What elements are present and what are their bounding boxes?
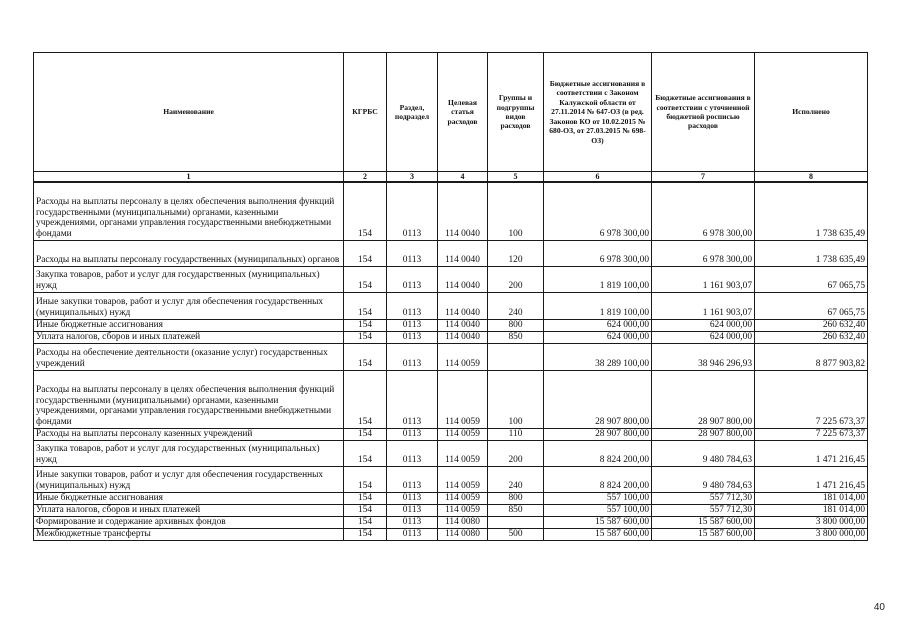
row-kgrbs: 154 bbox=[344, 266, 387, 292]
column-number: 8 bbox=[755, 172, 868, 183]
row-expense-group: 200 bbox=[488, 266, 544, 292]
row-section: 0113 bbox=[387, 343, 438, 370]
row-name: Иные закупки товаров, работ и услуг для обеспечения государственных (муниципальных) нужд bbox=[34, 292, 344, 319]
row-name: Иные бюджетные ассигнования bbox=[34, 319, 344, 331]
row-section: 0113 bbox=[387, 466, 438, 492]
row-kgrbs: 154 bbox=[344, 516, 387, 528]
table-row bbox=[34, 370, 868, 428]
row-target-article: 114 0040 bbox=[438, 292, 488, 319]
table-row bbox=[34, 492, 868, 504]
table-row bbox=[34, 440, 868, 466]
row-expense-group: 100 bbox=[488, 182, 544, 240]
row-assign-plan: 557 712,30 bbox=[652, 492, 755, 504]
row-name: Расходы на выплаты персоналу казенных учреждений bbox=[34, 428, 344, 440]
row-target-article: 114 0040 bbox=[438, 331, 488, 343]
row-kgrbs: 154 bbox=[344, 240, 387, 266]
row-section: 0113 bbox=[387, 240, 438, 266]
row-target-article: 114 0040 bbox=[438, 182, 488, 240]
row-assign-law: 624 000,00 bbox=[544, 331, 652, 343]
row-assign-plan: 624 000,00 bbox=[652, 319, 755, 331]
row-name: Расходы на обеспечение деятельности (оказание услуг) государственных учреждений bbox=[34, 343, 344, 370]
row-expense-group: 120 bbox=[488, 240, 544, 266]
row-executed: 67 065,75 bbox=[755, 292, 868, 319]
row-name: Межбюджетные трансферты bbox=[34, 528, 344, 540]
header-assign-plan: Бюджетные ассигнования в соответствии с уточненной бюджетной росписью расходов bbox=[652, 53, 755, 172]
row-target-article: 114 0059 bbox=[438, 466, 488, 492]
row-kgrbs: 154 bbox=[344, 492, 387, 504]
row-name: Закупка товаров, работ и услуг для государственных (муниципальных) нужд bbox=[34, 266, 344, 292]
row-section: 0113 bbox=[387, 182, 438, 240]
table-row bbox=[34, 343, 868, 370]
row-target-article: 114 0059 bbox=[438, 428, 488, 440]
column-number: 5 bbox=[488, 172, 544, 183]
row-executed: 3 800 000,00 bbox=[755, 528, 868, 540]
row-kgrbs: 154 bbox=[344, 440, 387, 466]
column-number: 4 bbox=[438, 172, 488, 183]
row-kgrbs: 154 bbox=[344, 466, 387, 492]
row-expense-group: 800 bbox=[488, 492, 544, 504]
row-assign-law: 1 819 100,00 bbox=[544, 292, 652, 319]
row-assign-plan: 15 587 600,00 bbox=[652, 528, 755, 540]
row-assign-plan: 15 587 600,00 bbox=[652, 516, 755, 528]
row-assign-plan: 9 480 784,63 bbox=[652, 466, 755, 492]
row-executed: 181 014,00 bbox=[755, 504, 868, 516]
row-expense-group: 200 bbox=[488, 440, 544, 466]
row-expense-group: 240 bbox=[488, 466, 544, 492]
row-section: 0113 bbox=[387, 528, 438, 540]
row-section: 0113 bbox=[387, 370, 438, 428]
row-executed: 7 225 673,37 bbox=[755, 370, 868, 428]
row-kgrbs: 154 bbox=[344, 343, 387, 370]
table-row bbox=[34, 292, 868, 319]
row-kgrbs: 154 bbox=[344, 528, 387, 540]
row-section: 0113 bbox=[387, 516, 438, 528]
row-assign-plan: 28 907 800,00 bbox=[652, 370, 755, 428]
row-kgrbs: 154 bbox=[344, 428, 387, 440]
header-row bbox=[34, 53, 868, 172]
row-expense-group: 850 bbox=[488, 504, 544, 516]
row-target-article: 114 0059 bbox=[438, 370, 488, 428]
row-executed: 1 738 635,49 bbox=[755, 182, 868, 240]
row-executed: 1 471 216,45 bbox=[755, 440, 868, 466]
table-row bbox=[34, 528, 868, 540]
row-name: Формирование и содержание архивных фондов bbox=[34, 516, 344, 528]
table-row bbox=[34, 319, 868, 331]
row-kgrbs: 154 bbox=[344, 504, 387, 516]
row-executed: 1 738 635,49 bbox=[755, 240, 868, 266]
row-assign-law: 15 587 600,00 bbox=[544, 528, 652, 540]
row-assign-law: 8 824 200,00 bbox=[544, 440, 652, 466]
row-name: Расходы на выплаты персоналу в целях обеспечения выполнения функций государственными (муниципальными) органами, казенными учреждениями, органами управления государственными внебюджетными фондами bbox=[34, 370, 344, 428]
row-executed: 181 014,00 bbox=[755, 492, 868, 504]
row-assign-law: 624 000,00 bbox=[544, 319, 652, 331]
row-executed: 1 471 216,45 bbox=[755, 466, 868, 492]
header-expense-group: Группы и подгруппы видов расходов bbox=[488, 53, 544, 172]
page-number: 40 bbox=[873, 602, 885, 613]
row-kgrbs: 154 bbox=[344, 319, 387, 331]
row-name: Иные бюджетные ассигнования bbox=[34, 492, 344, 504]
row-section: 0113 bbox=[387, 266, 438, 292]
row-kgrbs: 154 bbox=[344, 370, 387, 428]
row-assign-law: 28 907 800,00 bbox=[544, 428, 652, 440]
row-expense-group: 110 bbox=[488, 428, 544, 440]
row-section: 0113 bbox=[387, 319, 438, 331]
table-row bbox=[34, 516, 868, 528]
row-kgrbs: 154 bbox=[344, 182, 387, 240]
row-target-article: 114 0059 bbox=[438, 492, 488, 504]
row-name: Закупка товаров, работ и услуг для государственных (муниципальных) нужд bbox=[34, 440, 344, 466]
row-assign-law: 6 978 300,00 bbox=[544, 240, 652, 266]
row-kgrbs: 154 bbox=[344, 331, 387, 343]
row-section: 0113 bbox=[387, 331, 438, 343]
row-assign-plan: 624 000,00 bbox=[652, 331, 755, 343]
row-kgrbs: 154 bbox=[344, 292, 387, 319]
row-expense-group: 850 bbox=[488, 331, 544, 343]
row-executed: 3 800 000,00 bbox=[755, 516, 868, 528]
row-assign-plan: 28 907 800,00 bbox=[652, 428, 755, 440]
row-assign-law: 6 978 300,00 bbox=[544, 182, 652, 240]
row-assign-law: 8 824 200,00 bbox=[544, 466, 652, 492]
row-expense-group: 500 bbox=[488, 528, 544, 540]
header-executed: Исполнено bbox=[755, 53, 868, 172]
row-assign-plan: 1 161 903,07 bbox=[652, 292, 755, 319]
column-number: 2 bbox=[344, 172, 387, 183]
row-expense-group: 100 bbox=[488, 370, 544, 428]
row-assign-plan: 6 978 300,00 bbox=[652, 182, 755, 240]
column-number-row bbox=[34, 172, 868, 183]
table-row bbox=[34, 240, 868, 266]
row-section: 0113 bbox=[387, 440, 438, 466]
row-executed: 8 877 903,82 bbox=[755, 343, 868, 370]
column-number: 1 bbox=[34, 172, 344, 183]
row-assign-law: 15 587 600,00 bbox=[544, 516, 652, 528]
column-number: 7 bbox=[652, 172, 755, 183]
row-assign-plan: 38 946 296,93 bbox=[652, 343, 755, 370]
row-assign-law: 557 100,00 bbox=[544, 504, 652, 516]
row-expense-group bbox=[488, 516, 544, 528]
row-expense-group bbox=[488, 343, 544, 370]
row-expense-group: 800 bbox=[488, 319, 544, 331]
table-body bbox=[34, 182, 868, 540]
row-executed: 260 632,40 bbox=[755, 319, 868, 331]
column-number: 6 bbox=[544, 172, 652, 183]
table-row bbox=[34, 182, 868, 240]
budget-table bbox=[33, 52, 868, 541]
row-section: 0113 bbox=[387, 292, 438, 319]
row-name: Расходы на выплаты персоналу в целях обеспечения выполнения функций государственными (муниципальными) органами, казенными учреждениями, органами управления государственными внебюджетными фондами bbox=[34, 182, 344, 240]
table-row bbox=[34, 266, 868, 292]
row-assign-plan: 557 712,30 bbox=[652, 504, 755, 516]
table-row bbox=[34, 504, 868, 516]
header-kgrbs: КГРБС bbox=[344, 53, 387, 172]
row-executed: 260 632,40 bbox=[755, 331, 868, 343]
row-target-article: 114 0059 bbox=[438, 343, 488, 370]
row-assign-plan: 1 161 903,07 bbox=[652, 266, 755, 292]
column-number: 3 bbox=[387, 172, 438, 183]
row-name: Расходы на выплаты персоналу государственных (муниципальных) органов bbox=[34, 240, 344, 266]
row-target-article: 114 0040 bbox=[438, 266, 488, 292]
row-assign-plan: 6 978 300,00 bbox=[652, 240, 755, 266]
row-expense-group: 240 bbox=[488, 292, 544, 319]
row-name: Иные закупки товаров, работ и услуг для обеспечения государственных (муниципальных) нужд bbox=[34, 466, 344, 492]
row-assign-plan: 9 480 784,63 bbox=[652, 440, 755, 466]
row-name: Уплата налогов, сборов и иных платежей bbox=[34, 504, 344, 516]
row-target-article: 114 0080 bbox=[438, 516, 488, 528]
row-assign-law: 1 819 100,00 bbox=[544, 266, 652, 292]
row-section: 0113 bbox=[387, 428, 438, 440]
header-target-article: Целевая статья расходов bbox=[438, 53, 488, 172]
row-executed: 67 065,75 bbox=[755, 266, 868, 292]
table-row bbox=[34, 331, 868, 343]
row-target-article: 114 0080 bbox=[438, 528, 488, 540]
row-executed: 7 225 673,37 bbox=[755, 428, 868, 440]
row-name: Уплата налогов, сборов и иных платежей bbox=[34, 331, 344, 343]
row-section: 0113 bbox=[387, 492, 438, 504]
row-target-article: 114 0059 bbox=[438, 504, 488, 516]
header-name: Наименование bbox=[34, 53, 344, 172]
table-row bbox=[34, 466, 868, 492]
row-assign-law: 28 907 800,00 bbox=[544, 370, 652, 428]
row-assign-law: 557 100,00 bbox=[544, 492, 652, 504]
row-section: 0113 bbox=[387, 504, 438, 516]
row-target-article: 114 0040 bbox=[438, 319, 488, 331]
row-target-article: 114 0059 bbox=[438, 440, 488, 466]
header-section: Раздел, подраздел bbox=[387, 53, 438, 172]
table-row bbox=[34, 428, 868, 440]
header-assign-law: Бюджетные ассигнования в соответствии с Законом Калужской области от 27.11.2014 № 647-ОЗ (в ред. Законов КО от 10.02.2015 № 680-ОЗ, от 27.03.2015 № 698-ОЗ) bbox=[544, 53, 652, 172]
row-assign-law: 38 289 100,00 bbox=[544, 343, 652, 370]
row-target-article: 114 0040 bbox=[438, 240, 488, 266]
